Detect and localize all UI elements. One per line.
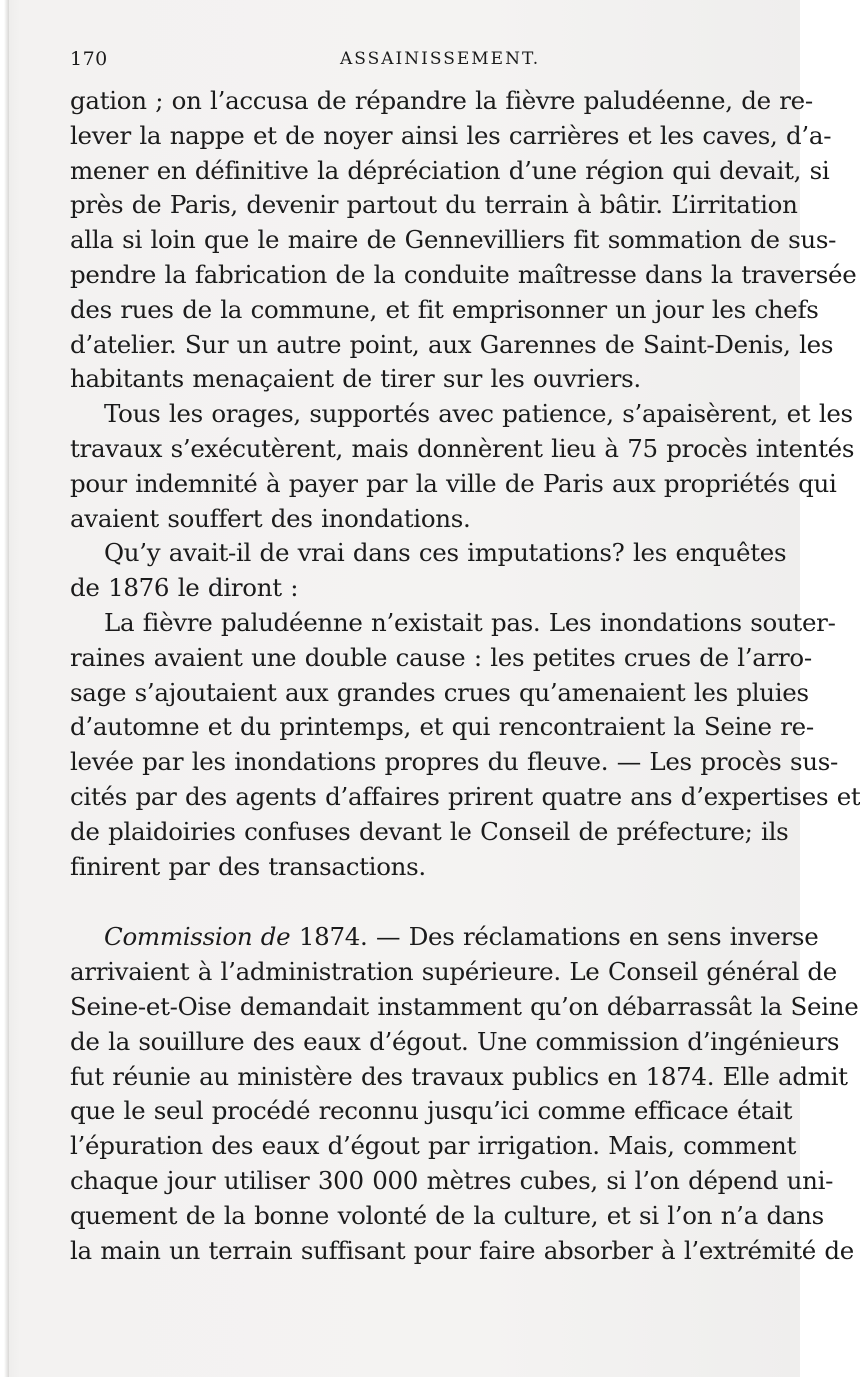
text-line: de la souillure des eaux d’égout. Une commission d’ingénieurs — [70, 1026, 840, 1056]
text-line: arrivaient à l’administration supérieure. Le Conseil général de — [70, 957, 837, 987]
section-gap — [70, 884, 760, 920]
text-line: levée par les inondations propres du fleuve. — Les procès sus- — [70, 747, 838, 777]
paragraph-5 — [70, 920, 859, 1268]
text-line: lever la nappe et de noyer ainsi les carrières et les caves, d’a- — [70, 120, 832, 150]
text-line: chaque jour utiliser 300 000 mètres cubes, si l’on dépend uni- — [70, 1165, 834, 1195]
text-line: sage s’ajoutaient aux grandes crues qu’amenaient les pluies — [70, 677, 809, 707]
text-line: Tous les orages, supportés avec patience, s’apaisèrent, et les — [104, 399, 853, 429]
text-line: cités par des agents d’affaires prirent quatre ans d’expertises et — [70, 781, 860, 811]
text-line: alla si loin que le maire de Gennevilliers fit sommation de sus- — [70, 225, 837, 255]
text-line: Qu’y avait-il de vrai dans ces imputations? les enquêtes — [104, 538, 787, 568]
text-line: avaient souffert des inondations. — [70, 503, 471, 533]
text-line: que le seul procédé reconnu jusqu’ici comme efficace était — [70, 1096, 793, 1126]
section-heading-line — [70, 920, 819, 955]
paragraph-4 — [70, 606, 860, 884]
text-line: Seine-et-Oise demandait instamment qu’on débarrassât la Seine — [70, 991, 859, 1021]
text-line: La fièvre paludéenne n’existait pas. Les inondations souter- — [104, 607, 836, 637]
text-line: mener en définitive la dépréciation d’une région qui devait, si — [70, 155, 830, 185]
text-line: d’automne et du printemps, et qui rencontraient la Seine re- — [70, 712, 814, 742]
text-line: la main un terrain suffisant pour faire absorber à l’extrémité de — [70, 1235, 855, 1265]
text-line: des rues de la commune, et fit emprisonner un jour les chefs — [70, 294, 819, 324]
text-line: de 1876 le diront : — [70, 573, 299, 603]
text-line: de plaidoiries confuses devant le Conseil de préfecture; ils — [70, 816, 789, 846]
text-line: pour indemnité à payer par la ville de Paris aux propriétés qui — [70, 468, 837, 498]
text-line: l’épuration des eaux d’égout par irrigation. Mais, comment — [70, 1131, 797, 1161]
text-line: pendre la fabrication de la conduite maîtresse dans la traversée — [70, 259, 857, 289]
text-line: travaux s’exécutèrent, mais donnèrent lieu à 75 procès intentés — [70, 433, 855, 463]
body-text — [70, 84, 860, 1268]
text-line: gation ; on l’accusa de répandre la fièvre paludéenne, de re- — [70, 86, 813, 115]
text-line: habitants menaçaient de tirer sur les ouvriers. — [70, 364, 641, 394]
text-line: fut réunie au ministère des travaux publics en 1874. Elle admit — [70, 1061, 848, 1091]
section-heading: Commission de — [104, 922, 291, 952]
text-line: raines avaient une double cause : les petites crues de l’arro- — [70, 642, 812, 672]
text-line: 1874. — Des réclamations en sens inverse — [290, 922, 819, 952]
paragraph-1 — [70, 84, 857, 397]
text-line: finirent par des transactions. — [70, 851, 426, 881]
paragraph-3 — [70, 536, 787, 606]
paragraph-2 — [70, 397, 855, 536]
page-number: 170 — [70, 48, 108, 70]
text-line: d’atelier. Sur un autre point, aux Garennes de Saint-Denis, les — [70, 329, 834, 359]
text-line: quement de la bonne volonté de la culture, et si l’on n’a dans — [70, 1200, 824, 1230]
page-edge — [4, 0, 9, 1377]
running-title: ASSAINISSEMENT. — [340, 49, 541, 69]
page-header — [70, 44, 760, 74]
text-line: près de Paris, devenir partout du terrain à bâtir. L’irritation — [70, 190, 798, 220]
book-page — [4, 0, 860, 1377]
